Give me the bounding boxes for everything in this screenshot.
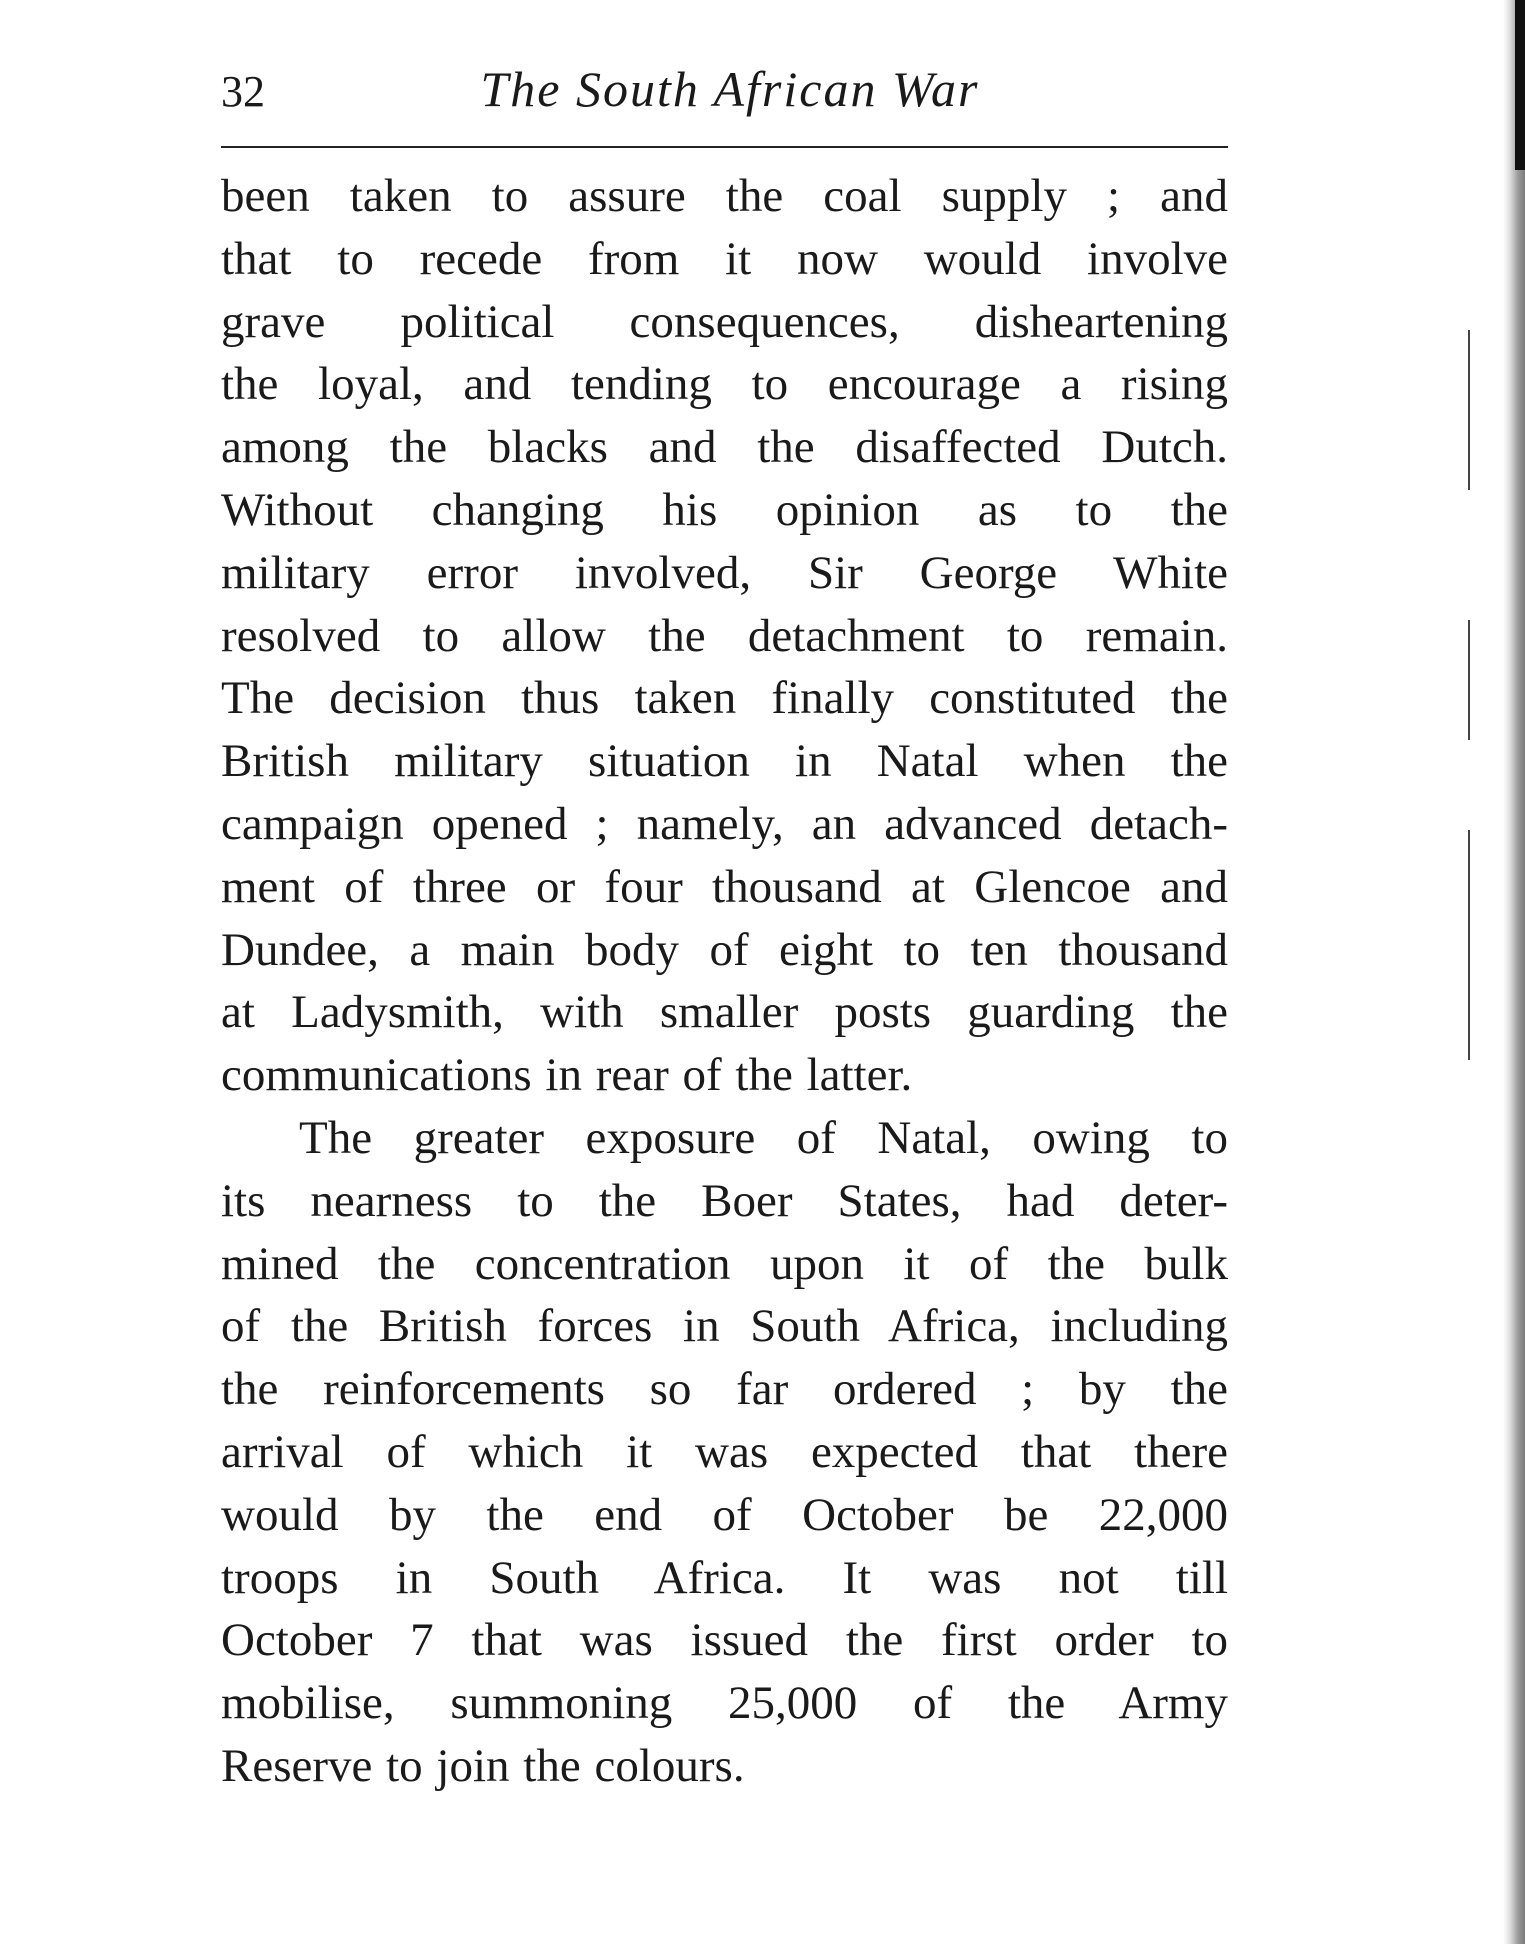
text-line: its nearness to the Boer States, had deter- (221, 1174, 1228, 1227)
text-line: mobilise, summoning 25,000 of the Army (221, 1677, 1228, 1730)
text-line: The greater exposure of Natal, owing to (299, 1111, 1228, 1164)
text-line: ment of three or four thousand at Glencoe and (221, 860, 1228, 913)
text-line: the reinforcements so far ordered ; by the (221, 1363, 1228, 1416)
text-line: troops in South Africa. It was not till (221, 1551, 1228, 1604)
header-rule (221, 146, 1228, 148)
text-line: Reserve to join the colours. (221, 1739, 745, 1792)
text-line: mined the concentration upon it of the bulk (221, 1237, 1228, 1290)
text-line: arrival of which it was expected that there (221, 1425, 1228, 1478)
text-line: at Ladysmith, with smaller posts guarding the (221, 986, 1228, 1039)
text-line: the loyal, and tending to encourage a rising (221, 358, 1228, 411)
text-line: would by the end of October be 22,000 (221, 1488, 1228, 1541)
text-line: Without changing his opinion as to the (221, 483, 1228, 536)
scanned-page-edge (1503, 0, 1525, 1944)
text-line: of the British forces in South Africa, including (221, 1300, 1228, 1353)
text-line: been taken to assure the coal supply ; and (221, 170, 1228, 222)
paragraph (221, 165, 1228, 1107)
scan-artifact-line (1468, 330, 1470, 490)
text-line: communications in rear of the latter. (221, 1049, 913, 1102)
text-line: campaign opened ; namely, an advanced detach- (221, 797, 1228, 850)
text-line: that to recede from it now would involve (221, 232, 1228, 285)
running-title: The South African War (480, 61, 980, 117)
scan-artifact-line (1468, 830, 1470, 1060)
text-line: October 7 that was issued the first order to (221, 1614, 1228, 1667)
text-line: resolved to allow the detachment to remain. (221, 609, 1228, 662)
page-number: 32 (221, 67, 265, 116)
scanned-page-edge-shadow (1515, 0, 1525, 170)
text-line: among the blacks and the disaffected Dutch. (221, 421, 1228, 474)
text-line: military error involved, Sir George White (221, 546, 1228, 599)
text-line: grave political consequences, disheartening (221, 295, 1228, 348)
scan-artifact-line (1468, 620, 1470, 740)
text-line: The decision thus taken finally constituted the (221, 672, 1228, 725)
text-line: British military situation in Natal when the (221, 735, 1228, 788)
body-text (221, 165, 1228, 1798)
text-line: Dundee, a main body of eight to ten thousand (221, 923, 1228, 976)
paragraph (221, 1107, 1228, 1798)
